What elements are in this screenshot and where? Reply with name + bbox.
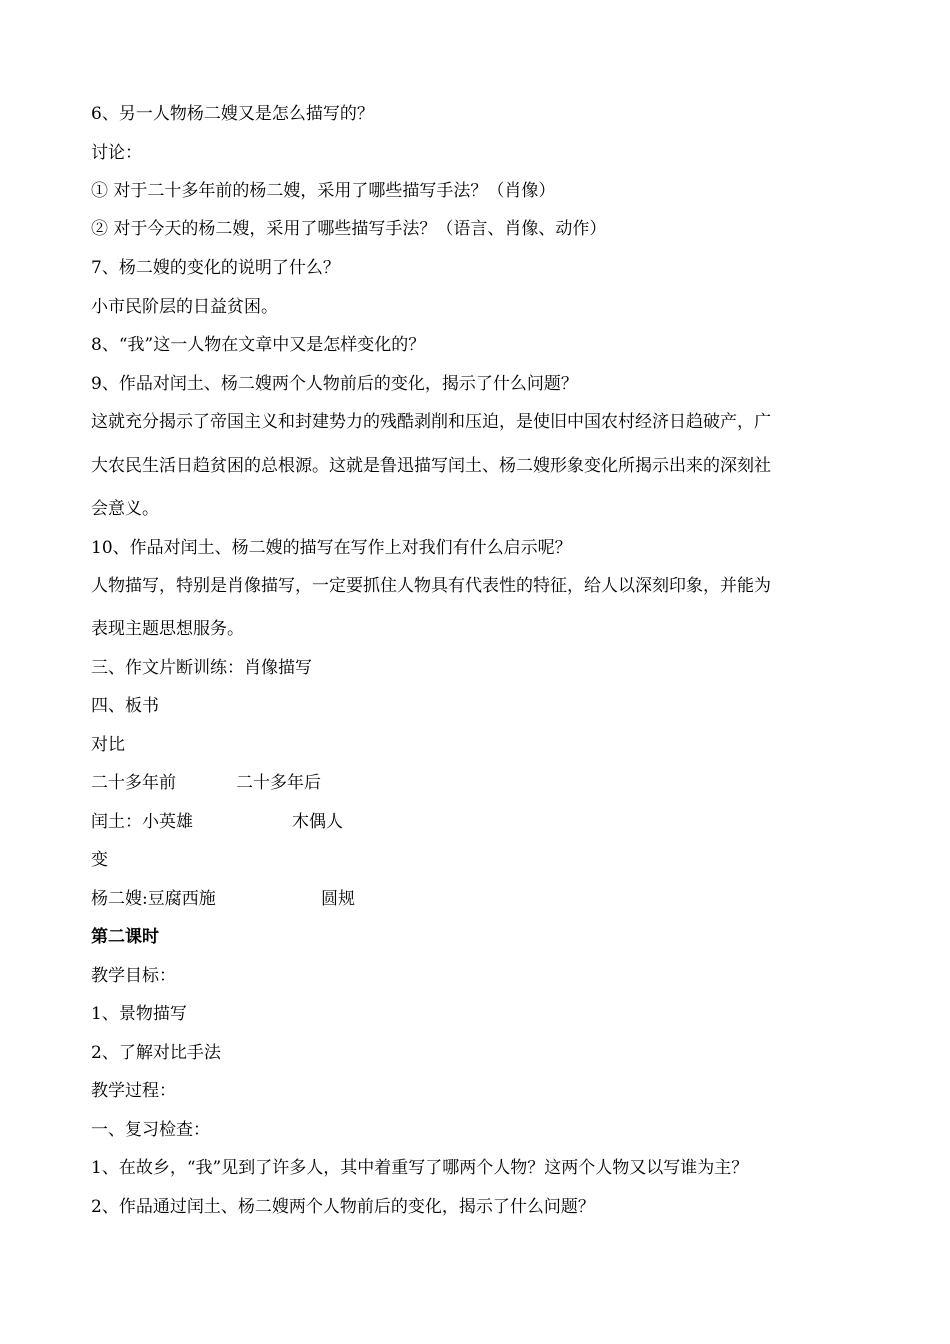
- question-7: 7、杨二嫂的变化的说明了什么？: [91, 258, 340, 278]
- discussion-label: 讨论：: [91, 143, 142, 163]
- teaching-process-label: 教学过程：: [91, 1081, 176, 1101]
- answer-9-line-1: 这就充分揭示了帝国主义和封建势力的残酷剥削和压迫，是使旧中国农村经济日趋破产，广: [91, 412, 771, 432]
- board-yang-after: 圆规: [321, 889, 355, 909]
- answer-7: 小市民阶层的日益贫困。: [91, 297, 278, 317]
- question-10: 10、作品对闰土、杨二嫂的描写在写作上对我们有什么启示呢？: [91, 538, 572, 558]
- review-question-2: 2、作品通过闰土、杨二嫂两个人物前后的变化，揭示了什么问题？: [91, 1197, 595, 1217]
- lesson-two-heading: 第二课时: [91, 927, 159, 947]
- answer-9-line-2: 大农民生活日趋贫困的总根源。这就是鲁迅描写闰土、杨二嫂形象变化所揭示出来的深刻社: [91, 456, 771, 476]
- answer-10-line-2: 表现主题思想服务。: [91, 619, 244, 639]
- board-change: 变: [91, 850, 108, 870]
- board-before: 二十多年前: [91, 773, 176, 793]
- question-6: 6、另一人物杨二嫂又是怎么描写的？: [91, 104, 374, 124]
- teaching-goals-label: 教学目标：: [91, 966, 176, 986]
- goal-1: 1、景物描写: [91, 1004, 187, 1024]
- review-section: 一、复习检查：: [91, 1120, 210, 1140]
- question-8: 8、“我”这一人物在文章中又是怎样变化的？: [91, 335, 426, 355]
- discussion-item-2: ② 对于今天的杨二嫂，采用了哪些描写手法？（语言、肖像、动作）: [91, 219, 607, 239]
- review-question-1: 1、在故乡，“我”见到了许多人，其中着重写了哪两个人物？这两个人物又以写谁为主？: [91, 1158, 749, 1178]
- answer-9-line-3: 会意义。: [91, 499, 159, 519]
- board-yang-label: 杨二嫂:豆腐西施: [91, 889, 216, 909]
- question-9: 9、作品对闰土、杨二嫂两个人物前后的变化，揭示了什么问题？: [91, 374, 578, 394]
- goal-2: 2、了解对比手法: [91, 1043, 221, 1063]
- discussion-item-1: ① 对于二十多年前的杨二嫂，采用了哪些描写手法？（肖像）: [91, 181, 556, 201]
- board-runtu-after: 木偶人: [292, 812, 343, 832]
- section-three: 三、作文片断训练：肖像描写: [91, 658, 312, 678]
- section-four: 四、板书: [91, 696, 159, 716]
- answer-10-line-1: 人物描写，特别是肖像描写，一定要抓住人物具有代表性的特征，给人以深刻印象，并能为: [91, 576, 771, 596]
- board-after: 二十多年后: [236, 773, 321, 793]
- board-title: 对比: [91, 735, 125, 755]
- board-runtu-label: 闰土：小英雄: [91, 812, 193, 832]
